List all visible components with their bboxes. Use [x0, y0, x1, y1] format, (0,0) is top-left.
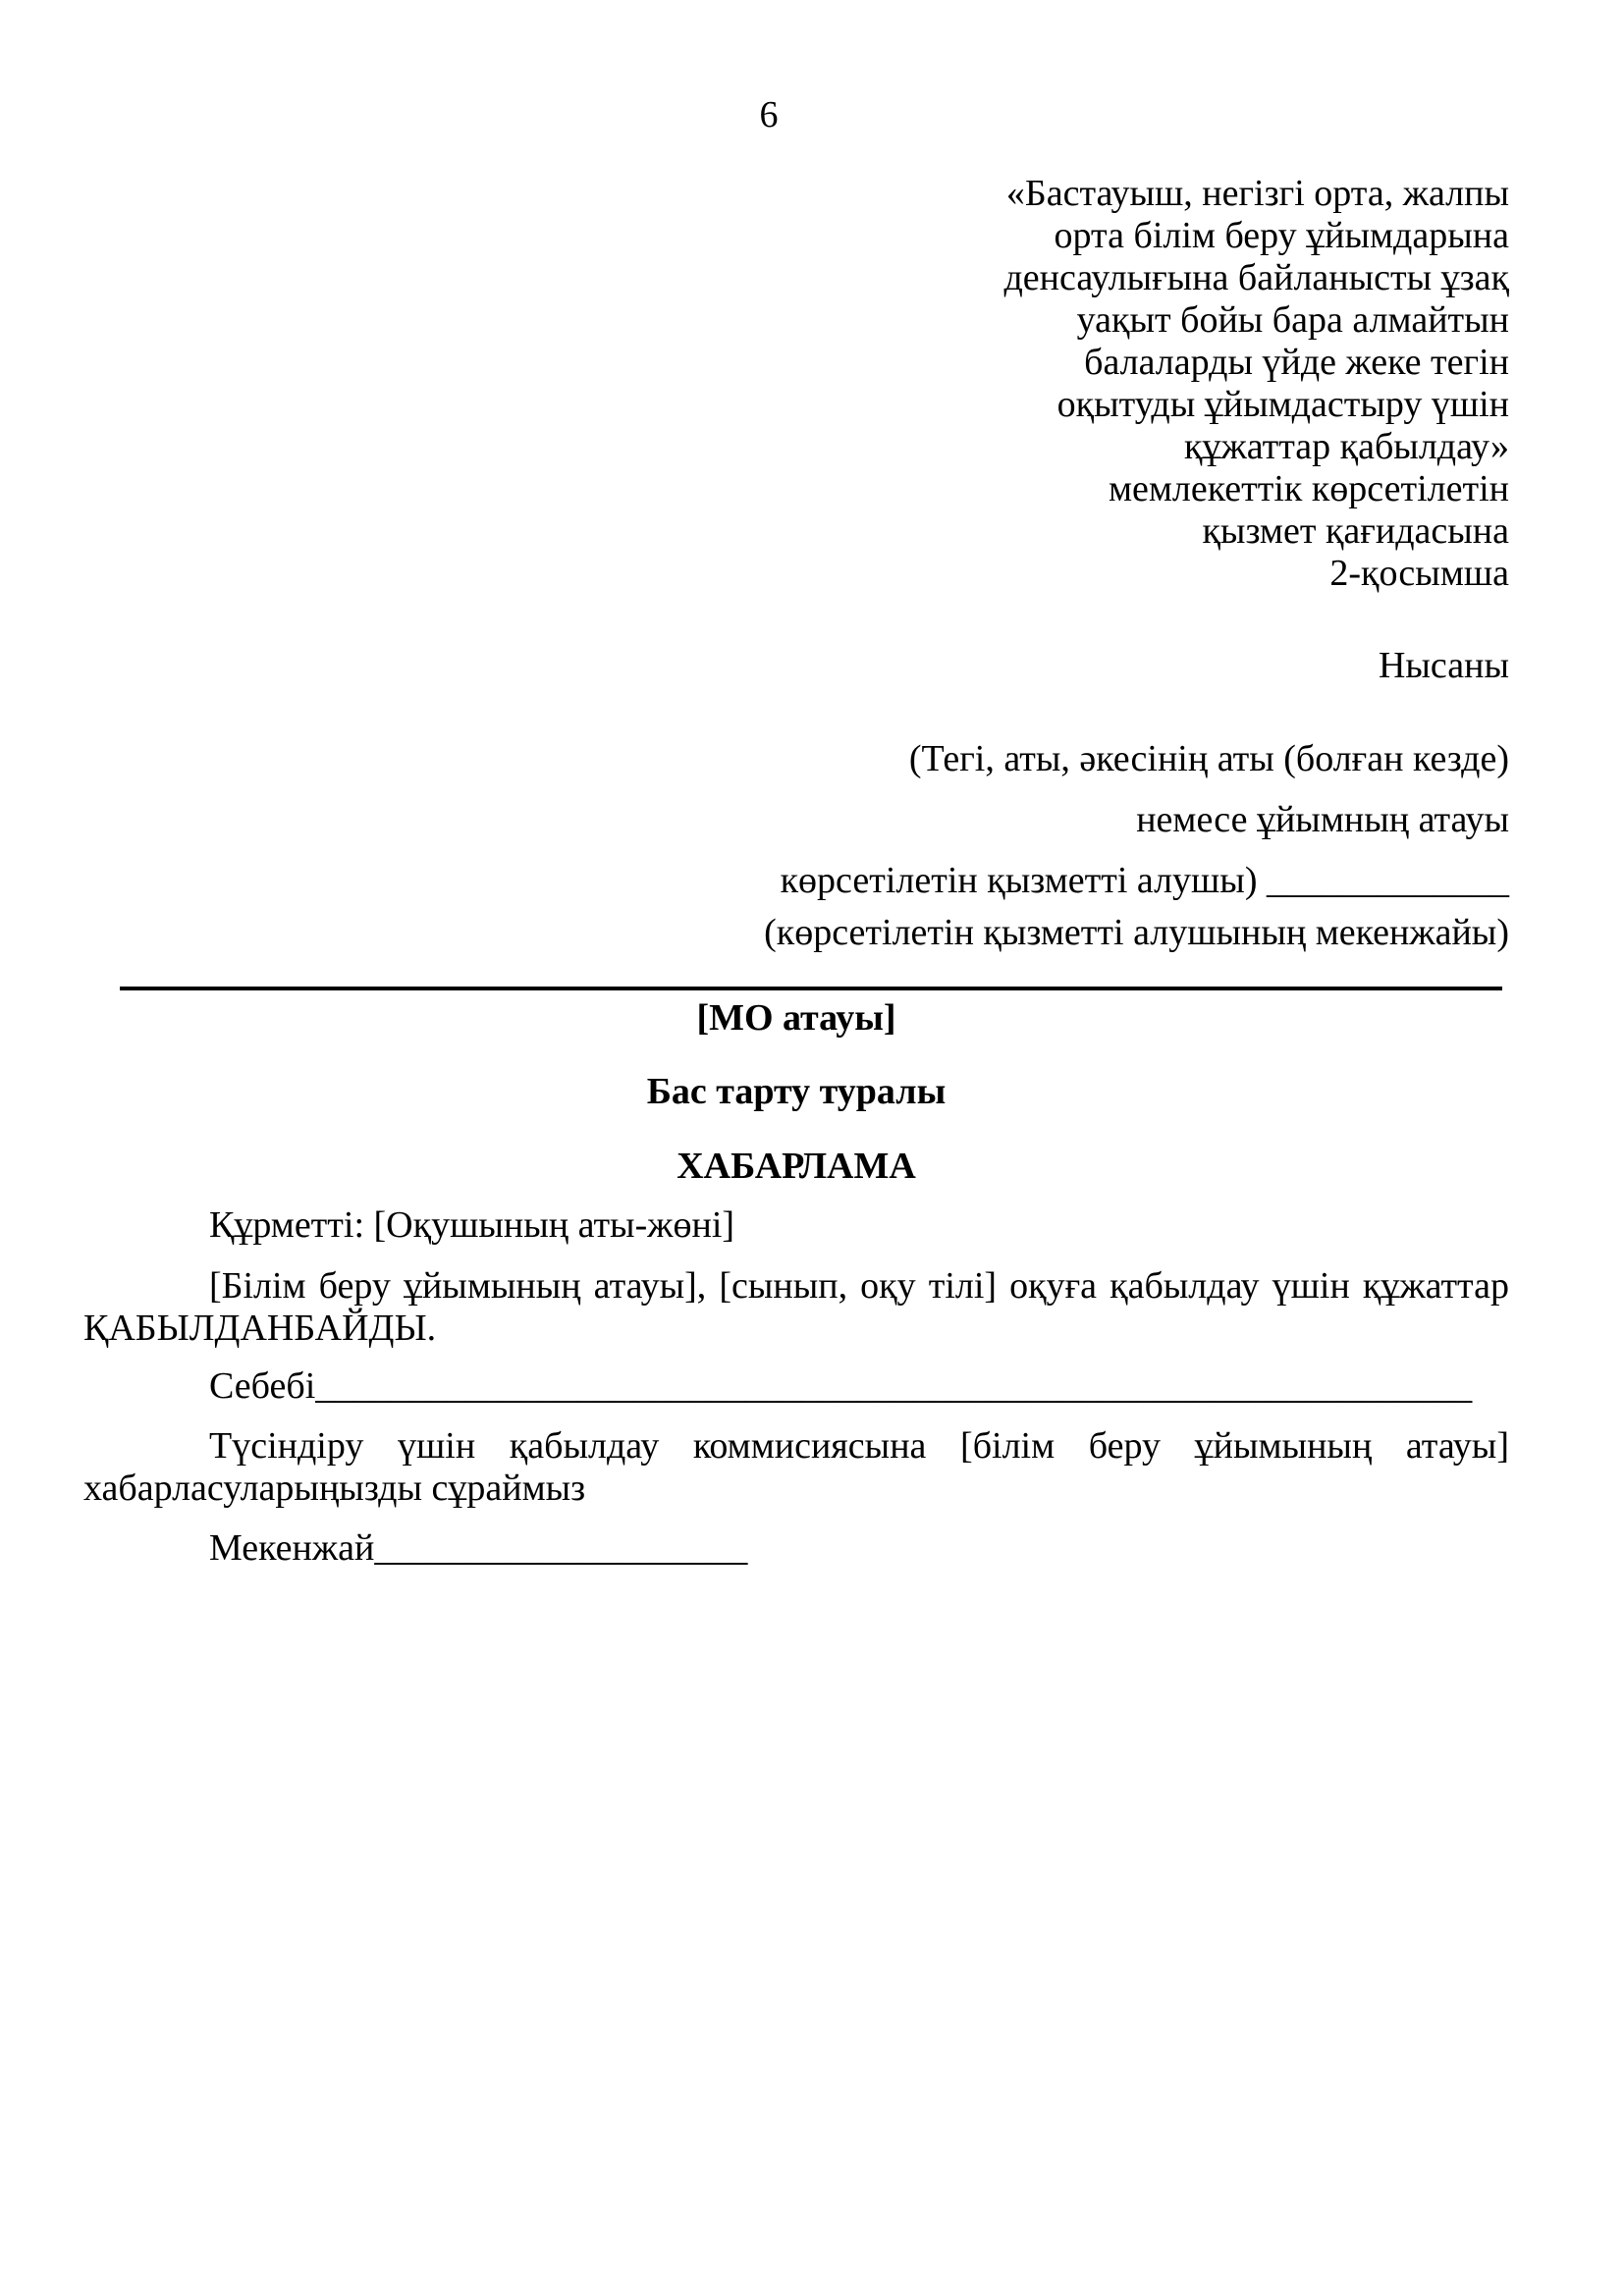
recipient-name-caption-line1: (Тегі, аты, әкесінің аты (болған кезде) — [908, 738, 1509, 779]
address-blank-line: ____________________ — [374, 1527, 748, 1569]
appendix-line: балаларды үйде жеке тегін — [1084, 342, 1509, 383]
page-number: 6 — [759, 94, 779, 135]
explanation-paragraph: Түсіндіру үшін қабылдау коммисиясына [білім беру ұйымының атауы] хабарласуларыңызды сұраймыз — [83, 1425, 1509, 1509]
recipient-name-line — [83, 860, 1509, 902]
recipient-name-blank-line: _____________ — [1257, 860, 1509, 901]
divider-line — [120, 987, 1502, 990]
appendix-line: қызмет қағидасына — [1202, 510, 1509, 552]
address-line — [83, 1527, 1509, 1570]
appendix-line: 2-қосымша — [1329, 553, 1509, 594]
document-subject: Бас тарту туралы — [646, 1071, 947, 1112]
document-title: ХАБАРЛАМА — [677, 1146, 916, 1187]
recipient-address-caption: (көрсетілетін қызметті алушының мекенжайы) — [764, 912, 1509, 953]
address-label: Мекенжай — [209, 1527, 375, 1569]
reason-line — [83, 1365, 1509, 1408]
appendix-line: денсаулығына байланысты ұзақ — [1003, 257, 1509, 298]
appendix-line: оқытуды ұйымдастыру үшін — [1056, 384, 1509, 425]
recipient-name-caption-line2: немесе ұйымның атауы — [1136, 799, 1509, 840]
reason-label: Себебі — [209, 1365, 316, 1407]
appendix-reference-block — [1003, 173, 1509, 595]
appendix-line: орта білім беру ұйымдарына — [1054, 215, 1509, 256]
organization-name-placeholder: [МО атауы] — [696, 997, 896, 1039]
appendix-line: уақыт бойы бара алмайтын — [1076, 299, 1509, 341]
appendix-line: мемлекеттік көрсетілетін — [1108, 468, 1509, 509]
reason-blank-line: ______________________________________________________________ — [315, 1365, 1473, 1407]
greeting-line: Құрметті: [Оқушының аты-жөні] — [209, 1204, 735, 1246]
appendix-line: құжаттар қабылдау» — [1183, 426, 1509, 467]
refusal-paragraph: [Білім беру ұйымының атауы], [сынып, оқу тілі] оқуға қабылдау үшін құжаттар ҚАБЫЛДАНБАЙДЫ. — [83, 1265, 1509, 1349]
recipient-name-caption-line3: көрсетілетін қызметті алушы) — [780, 860, 1258, 901]
appendix-line: «Бастауыш, негізгі орта, жалпы — [1005, 173, 1509, 214]
form-label: Нысаны — [1378, 645, 1509, 686]
